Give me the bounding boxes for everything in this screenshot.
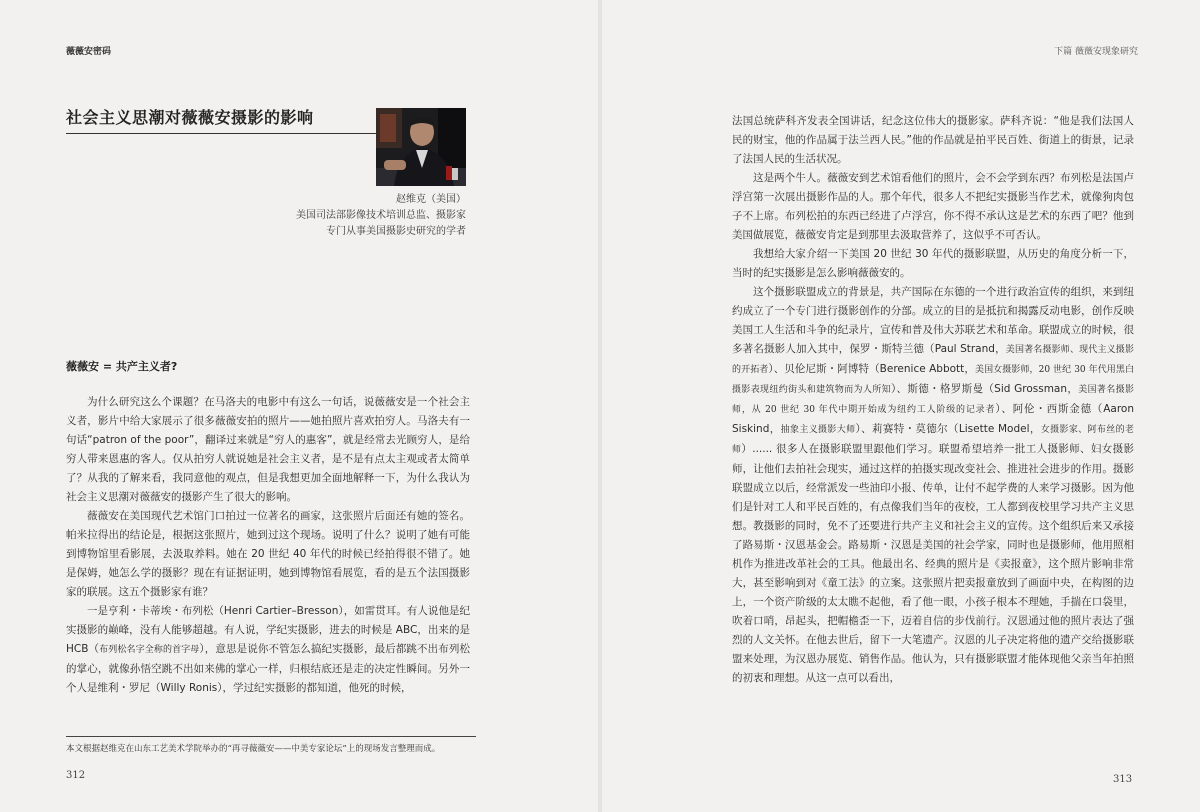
section-heading: 薇薇安 = 共产主义者? (66, 360, 178, 373)
inline-note: 女摄影家、阿布丝的老师 (732, 425, 1134, 455)
paragraph: 我想给大家介绍一下美国 20 世纪 30 年代的摄影联盟，从历史的角度分析一下，当时的纪实摄影是怎么影响薇薇安的。 (732, 248, 1134, 279)
running-head-left: 薇薇安密码 (66, 47, 112, 57)
paragraph: 法国总统萨科齐发表全国讲话，纪念这位伟大的摄影家。萨科齐说：“他是我们法国人民的财宝，他的作品属于法兰西人民。”他的作品就是拍平民百姓、街道上的街景，记录了法国人民的生活状况。 (732, 115, 1134, 165)
text-run: ），意思是说你不管怎么搞纪实摄影，最后都跳不出布列松的掌心，就像孙悟空跳不出如来佛的掌心一样，归根结底还是走的决定性瞬间。另外一个人是维利・罗尼（Willy Ronis），学过纪实摄影的都知道，他死的时候， (66, 643, 470, 694)
author-photo (376, 108, 466, 186)
text-run: ）、阿伦・西斯金德（Aaron Siskind， (732, 403, 1134, 435)
author-description: 专门从事美国摄影史研究的学者 (326, 226, 466, 237)
author-name: 赵维克（美国） (396, 194, 466, 205)
page-number-left: 312 (66, 770, 86, 781)
inline-note: 美国著名摄影师，从 20 世纪 30 年代中期开始成为纽约工人阶级的记录者 (732, 385, 1134, 415)
title-rule (66, 133, 376, 134)
text-run: 一是亨利・卡蒂埃・布列松（Henri Cartier–Bresson），如雷贯耳。有人说他是纪实摄影的巅峰，没有人能够超越。有人说，学纪实摄影，进去的时候是 ABC，出来的是 HCB（ (66, 605, 470, 655)
text-run: ）、莉赛特・莫德尔（Lisette Model， (855, 423, 1041, 435)
footnote: 本文根据赵维克在山东工艺美术学院举办的“再寻薇薇安——中美专家论坛”上的现场发言整理而成。 (66, 744, 441, 754)
paragraph: 这是两个牛人。薇薇安到艺术馆看他们的照片，会不会学到东西？布列松是法国卢浮宫第一次展出摄影作品的人。那个年代，很多人不把纪实摄影当作艺术，就像狗肉包子不上席。布列松拍的东西已经进了卢浮宫，你不得不承认这是艺术的东西了吧？他到美国做展览，薇薇安肯定是到那里去汲取营养了，这似乎不可否认。 (732, 172, 1134, 241)
inline-note: 美国著名摄影师、现代主义摄影的开拓者 (732, 345, 1134, 375)
inline-note: 美国女摄影师，20 世纪 30 年代用黑白摄影表现纽约街头和建筑物而为人所知 (732, 365, 1134, 395)
text-run: ）、贝伦尼斯・阿博特（Berenice Abbott， (768, 363, 975, 375)
running-head-right: 下篇 薇薇安现象研究 (1054, 47, 1138, 57)
paragraph: 为什么研究这么个课题？在马洛夫的电影中有这么一句话，说薇薇安是一个社会主义者，影片中给大家展示了很多薇薇安拍的照片——她拍照片喜欢拍穷人。马洛夫有一句话“patron of the poor”，翻译过来就是“穷人的惠客”，就是经常去光顾穷人，是给穷人带来恩惠的客人。仅从拍穷人就说她是社会主义者，是不是有点太主观或者太简单了？从我的了解来看，我同意他的观点，但是我想更加全面地解释一下，为什么我认为社会主义思潮对薇薇安的摄影产生了很大的影响。 (66, 396, 470, 503)
right-body-text (732, 112, 1134, 688)
paragraph: 薇薇安在美国现代艺术馆门口拍过一位著名的画家，这张照片后面还有她的签名。帕米拉得出的结论是，根据这张照片，她到过这个现场。说明了什么？说明了她有可能到博物馆里看影展，去汲取养料。她在 20 世纪 40 年代的时候已经拍得很不错了。她是保姆，她怎么学的摄影？现在有证据证明，她到博物馆看展览，看的是五个法国摄影家的联展。这五个摄影家有谁？ (66, 510, 470, 598)
author-byline (296, 192, 466, 240)
paragraph (66, 602, 470, 698)
text-run: ）、斯德・格罗斯曼（Sid Grossman， (890, 383, 1079, 395)
inline-note: 抽象主义摄影大师 (780, 425, 856, 435)
paragraph (732, 283, 1134, 688)
left-body-text (66, 393, 470, 698)
footnote-rule (66, 736, 476, 737)
article-title: 社会主义思潮对薇薇安摄影的影响 (66, 108, 314, 127)
inline-note: 布列松名字全称的首字母 (99, 645, 200, 655)
page-number-right: 313 (1113, 774, 1133, 785)
text-run: 这个摄影联盟成立的背景是，共产国际在东德的一个进行政治宣传的组织，来到纽约成立了一个专门进行摄影创作的分部。成立的目的是抵抗和揭露反动电影，创作反映美国工人生活和斗争的纪录片，宣传和普及伟大苏联艺术和革命。联盟成立的时候，很多著名摄影人加入其中，保罗・斯特兰德（Paul Strand， (732, 286, 1134, 355)
author-title: 美国司法部影像技术培训总监、摄影家 (296, 210, 466, 221)
text-run: ）...... 很多人在摄影联盟里跟他们学习。联盟希望培养一批工人摄影师、妇女摄影师，让他们去拍社会现实，通过这样的拍摄实现改变社会、推进社会进步的作用。摄影联盟成立以后，经常派发一些油印小报、传单，让付不起学费的人来学习摄影。因为他们是针对工人和平民百姓的，有点像我们当年的夜校，工人都到夜校里学习共产主义思想。教摄影的同时，免不了还要进行共产主义和社会主义的宣传。这个组织后来又承接了路易斯・汉恩基金会。路易斯・汉恩是美国的社会学家，同时也是摄影师，他用照相机作为推进改革社会的工具。他最出名、经典的照片是《卖报童》，这个照片影响非常大，甚至影响到对《童工法》的立案。这张照片把卖报童放到了画面中央，在构图的边上，一个资产阶级的太太瞧不起他，看了他一眼，小孩子根本不理她，手揣在口袋里，吹着口哨，昂起头，把帽檐歪一下，迈着自信的步伐前行。汉恩通过他的照片表达了强烈的人文关怀。在他去世后，留下一大笔遗产。汉恩的儿子决定将他的遗产交给摄影联盟来处理，为汉恩办展览、销售作品。他认为，只有摄影联盟才能体现他父亲当年拍照的初衷和理想。从这一点可以看出， (732, 443, 1134, 684)
left-page (0, 0, 598, 812)
